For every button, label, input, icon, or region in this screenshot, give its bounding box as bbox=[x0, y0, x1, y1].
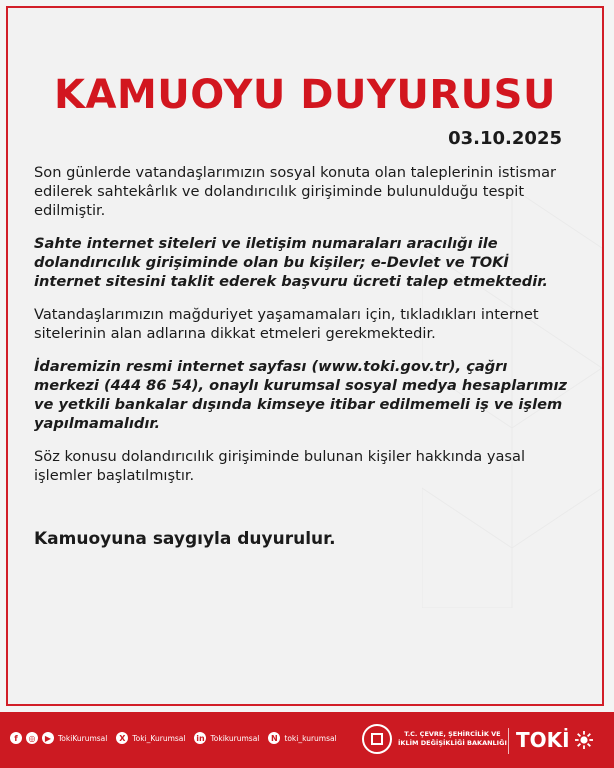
ministry-emblem-icon bbox=[362, 724, 392, 754]
ministry-name-line1: T.C. ÇEVRE, ŞEHİRCİLİK VE bbox=[404, 730, 501, 738]
social-handle[interactable]: Toki_Kurumsal bbox=[132, 733, 186, 743]
toki-logo bbox=[516, 728, 593, 752]
ministry-logo bbox=[362, 724, 507, 754]
page-title: KAMUOYU DUYURUSU bbox=[54, 72, 556, 118]
announcement-body bbox=[34, 163, 574, 499]
announcement-paragraph: Son günlerde vatandaşlarımızın sosyal konuta olan taleplerinin istismar edilerek sahtekârlık ve dolandırıcılık girişiminde bulunulduğu tespit edilmiştir. bbox=[34, 164, 557, 219]
nsosyal-icon[interactable]: N bbox=[268, 732, 280, 744]
social-handle[interactable]: toki_kurumsal bbox=[284, 733, 337, 743]
toki-sun-icon bbox=[575, 731, 593, 749]
x-icon[interactable]: X bbox=[116, 732, 128, 744]
announcement-paragraph: Söz konusu dolandırıcılık girişiminde bulunan kişiler hakkında yasal işlemler başlatılmıştır. bbox=[34, 448, 526, 484]
social-media-row bbox=[10, 732, 342, 744]
social-handle[interactable]: Tokikurumsal bbox=[210, 733, 260, 743]
footer-bar bbox=[0, 712, 614, 768]
youtube-icon[interactable]: ▶ bbox=[42, 732, 54, 744]
announcement-paragraph: Vatandaşlarımızın mağduriyet yaşamamaları için, tıkladıkları internet sitelerinin alan adlarına dikkat etmeleri gerekmektedir. bbox=[34, 306, 539, 342]
announcement-paragraph: Sahte internet siteleri ve iletişim numaraları aracılığı ile dolandırıcılık girişiminde olan bu kişiler; e-Devlet ve TOKİ internet sitesini taklit ederek başvuru ücreti talep etmektedir. bbox=[34, 235, 548, 290]
toki-wordmark: TOKİ bbox=[516, 728, 570, 752]
social-handle[interactable]: TokiKurumsal bbox=[58, 733, 108, 743]
instagram-icon[interactable]: ◎ bbox=[26, 732, 38, 744]
announcement-paragraph: İdaremizin resmi internet sayfası (www.toki.gov.tr), çağrı merkezi (444 86 54), onaylı kurumsal sosyal medya hesaplarımız ve yetkili bankalar dışında kimseye itibar edilmemeli iş ve işlem yapılmamalıdır. bbox=[34, 358, 567, 432]
announcement-frame bbox=[6, 6, 604, 706]
facebook-icon[interactable]: f bbox=[10, 732, 22, 744]
ministry-name-line2: İKLİM DEĞİŞİKLİĞİ BAKANLIĞI bbox=[398, 739, 507, 747]
linkedin-icon[interactable]: in bbox=[196, 733, 205, 743]
footer-divider bbox=[508, 728, 509, 754]
closing-line: Kamuoyuna saygıyla duyurulur. bbox=[34, 529, 336, 549]
announcement-date: 03.10.2025 bbox=[448, 128, 562, 149]
